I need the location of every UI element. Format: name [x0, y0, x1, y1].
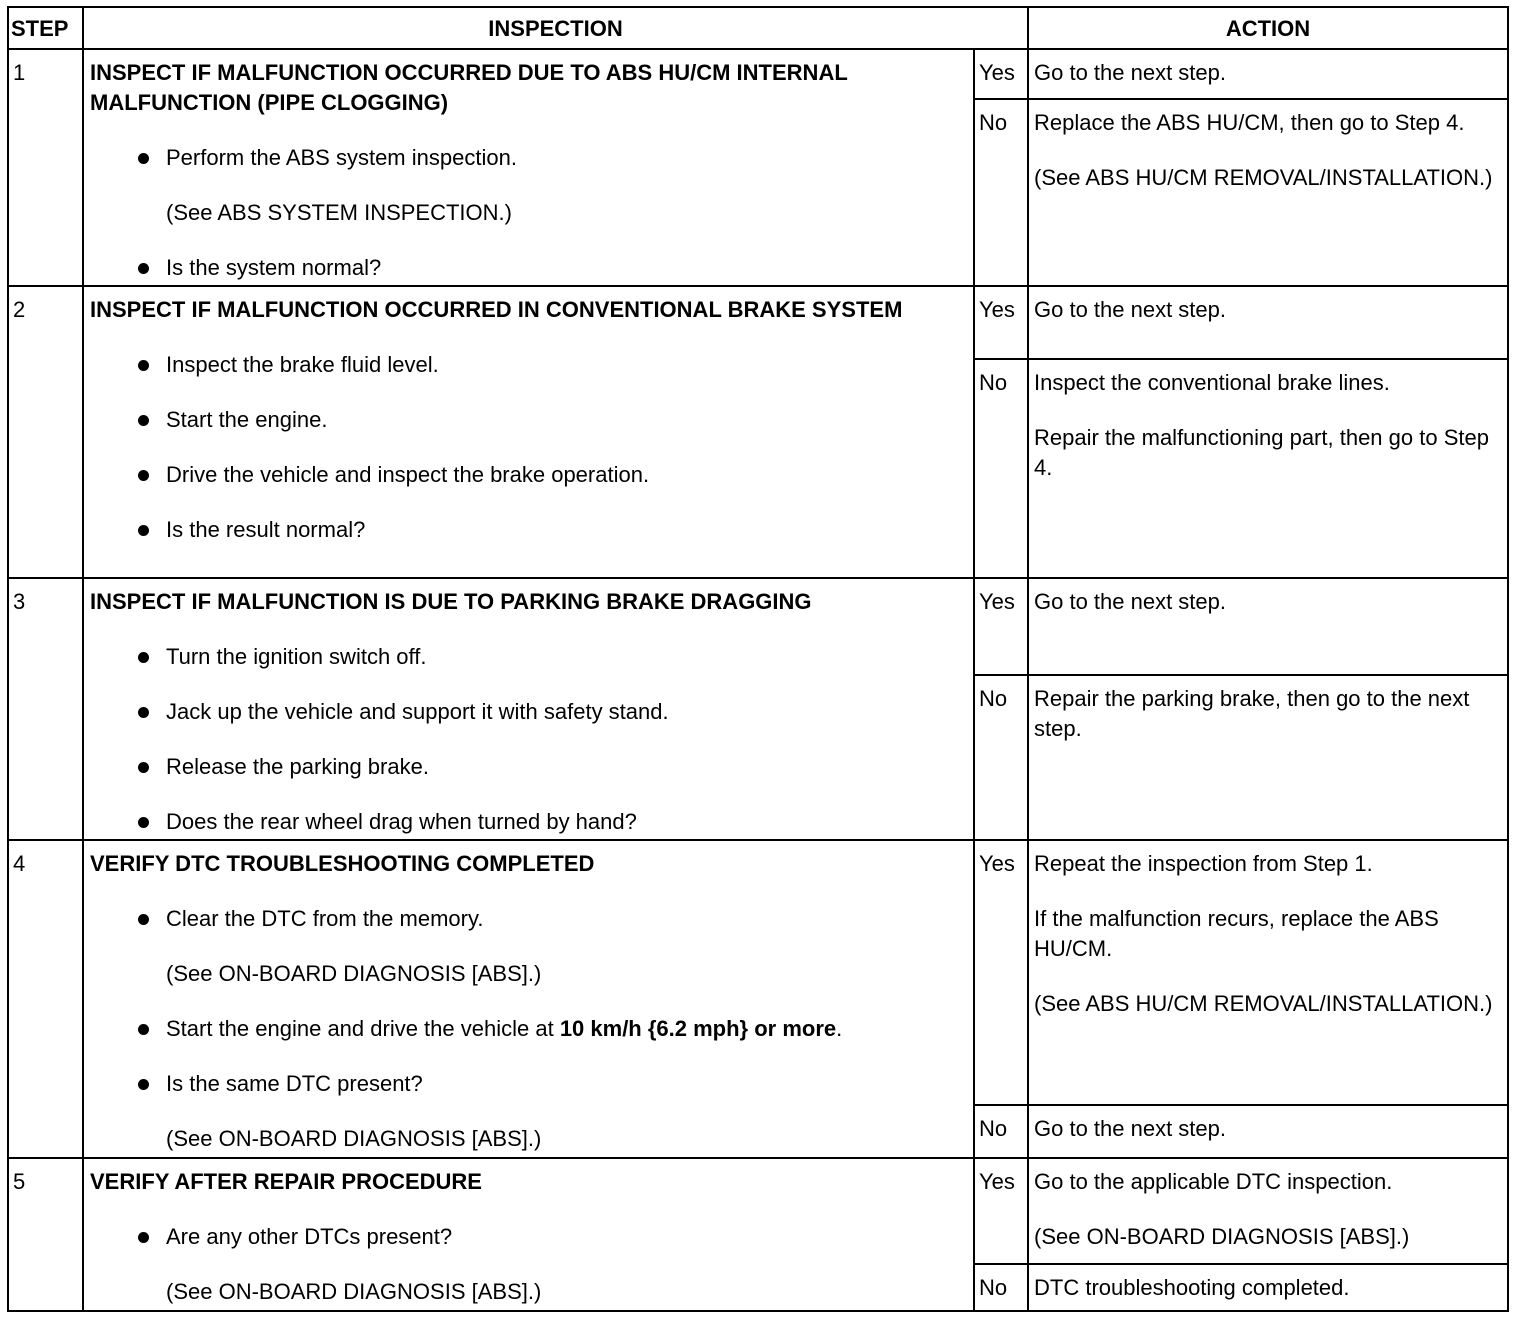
inspection-cell: [83, 840, 974, 1158]
no-action-cell: [1028, 675, 1508, 840]
no-label: No: [974, 1264, 1028, 1311]
step-number: 2: [8, 286, 83, 578]
action-text: (See ON-BOARD DIAGNOSIS [ABS].): [1034, 1224, 1410, 1249]
yes-action-cell: [1028, 578, 1508, 675]
inspection-bullet-item: [90, 253, 957, 283]
item-text: Does the rear wheel drag when turned by hand?: [166, 809, 637, 834]
inspection-title: INSPECT IF MALFUNCTION OCCURRED DUE TO ABS HU/CM INTERNAL MALFUNCTION (PIPE CLOGGING): [90, 60, 848, 115]
step-number: 5: [8, 1158, 83, 1311]
action-text: Go to the next step.: [1034, 1116, 1227, 1141]
yes-label: Yes: [974, 840, 1028, 1105]
inspection-bullet-item: [90, 1222, 957, 1252]
item-text: Clear the DTC from the memory.: [166, 906, 484, 931]
item-text: Start the engine and drive the vehicle at: [166, 1016, 560, 1041]
step-number: 3: [8, 578, 83, 840]
troubleshooting-table: [7, 6, 1509, 1312]
action-text: (See ABS HU/CM REMOVAL/INSTALLATION.): [1034, 991, 1493, 1016]
action-header: ACTION: [1028, 7, 1508, 49]
item-text: (See ON-BOARD DIAGNOSIS [ABS].): [166, 1279, 542, 1304]
no-label: No: [974, 675, 1028, 840]
inspection-reference: [90, 959, 957, 989]
inspection-bullet-item: [90, 697, 957, 727]
inspection-cell: [83, 1158, 974, 1311]
table-row: [8, 1158, 1508, 1264]
inspection-reference: [90, 198, 957, 228]
inspection-bullet-item: [90, 904, 957, 934]
inspection-title: VERIFY AFTER REPAIR PROCEDURE: [90, 1169, 482, 1194]
table-body: [8, 49, 1508, 1311]
yes-action-cell: [1028, 286, 1508, 359]
table-row: [8, 840, 1508, 1105]
action-text: Repeat the inspection from Step 1.: [1034, 851, 1373, 876]
no-label: No: [974, 99, 1028, 286]
table-row: [8, 286, 1508, 359]
action-text: Go to the next step.: [1034, 60, 1227, 85]
item-text: (See ON-BOARD DIAGNOSIS [ABS].): [166, 961, 542, 986]
inspection-bullet-item: [90, 642, 957, 672]
inspection-title: INSPECT IF MALFUNCTION OCCURRED IN CONVENTIONAL BRAKE SYSTEM: [90, 297, 903, 322]
yes-label: Yes: [974, 286, 1028, 359]
yes-action-cell: [1028, 840, 1508, 1105]
action-text: Replace the ABS HU/CM, then go to Step 4.: [1034, 110, 1465, 135]
no-action-cell: [1028, 1264, 1508, 1311]
yes-action-cell: [1028, 49, 1508, 99]
no-action-cell: [1028, 1105, 1508, 1158]
item-text: Is the same DTC present?: [166, 1071, 423, 1096]
inspection-cell: [83, 286, 974, 578]
item-text: Release the parking brake.: [166, 754, 429, 779]
action-text: DTC troubleshooting completed.: [1034, 1275, 1350, 1300]
no-action-cell: [1028, 359, 1508, 578]
no-action-cell: [1028, 99, 1508, 286]
inspection-bullet-item: [90, 807, 957, 837]
step-header: STEP: [8, 7, 83, 49]
inspection-reference: [90, 1124, 957, 1154]
item-text: (See ABS SYSTEM INSPECTION.): [166, 200, 512, 225]
item-text: Is the system normal?: [166, 255, 382, 280]
inspection-title: VERIFY DTC TROUBLESHOOTING COMPLETED: [90, 851, 595, 876]
action-text: Repair the malfunctioning part, then go to Step 4.: [1034, 425, 1489, 480]
inspection-cell: [83, 578, 974, 840]
action-text: (See ABS HU/CM REMOVAL/INSTALLATION.): [1034, 165, 1493, 190]
inspection-bullet-item: [90, 752, 957, 782]
yes-label: Yes: [974, 1158, 1028, 1264]
item-text: Inspect the brake fluid level.: [166, 352, 439, 377]
inspection-bullet-item: [90, 405, 957, 435]
no-label: No: [974, 359, 1028, 578]
inspection-cell: [83, 49, 974, 286]
inspection-bullet-item: [90, 460, 957, 490]
item-text: Start the engine.: [166, 407, 328, 432]
inspection-bullet-item: [90, 143, 957, 173]
action-text: Go to the next step.: [1034, 589, 1227, 614]
item-text: Drive the vehicle and inspect the brake operation.: [166, 462, 650, 487]
action-text: Repair the parking brake, then go to the next step.: [1034, 686, 1470, 741]
item-text: Jack up the vehicle and support it with safety stand.: [166, 699, 669, 724]
inspection-bullet-item: [90, 515, 957, 545]
inspection-bullet-item: [90, 1069, 957, 1099]
item-text: Perform the ABS system inspection.: [166, 145, 517, 170]
item-text-after: .: [836, 1016, 843, 1041]
yes-label: Yes: [974, 578, 1028, 675]
inspection-bullet-item: [90, 1014, 957, 1044]
table-row: [8, 578, 1508, 675]
item-bold-text: 10 km/h {6.2 mph} or more: [559, 1016, 837, 1041]
no-label: No: [974, 1105, 1028, 1158]
action-text: If the malfunction recurs, replace the ABS HU/CM.: [1034, 906, 1439, 961]
item-text: (See ON-BOARD DIAGNOSIS [ABS].): [166, 1126, 542, 1151]
action-text: Go to the applicable DTC inspection.: [1034, 1169, 1393, 1194]
header-row: [8, 7, 1508, 49]
inspection-bullet-item: [90, 350, 957, 380]
action-text: Inspect the conventional brake lines.: [1034, 370, 1390, 395]
item-text: Turn the ignition switch off.: [166, 644, 427, 669]
step-number: 4: [8, 840, 83, 1158]
inspection-title: INSPECT IF MALFUNCTION IS DUE TO PARKING BRAKE DRAGGING: [90, 589, 812, 614]
inspection-reference: [90, 1277, 957, 1307]
item-text: Is the result normal?: [166, 517, 366, 542]
yes-label: Yes: [974, 49, 1028, 99]
table-row: [8, 49, 1508, 99]
step-number: 1: [8, 49, 83, 286]
item-text: Are any other DTCs present?: [166, 1224, 453, 1249]
action-text: Go to the next step.: [1034, 297, 1227, 322]
yes-action-cell: [1028, 1158, 1508, 1264]
inspection-header: INSPECTION: [83, 7, 1028, 49]
